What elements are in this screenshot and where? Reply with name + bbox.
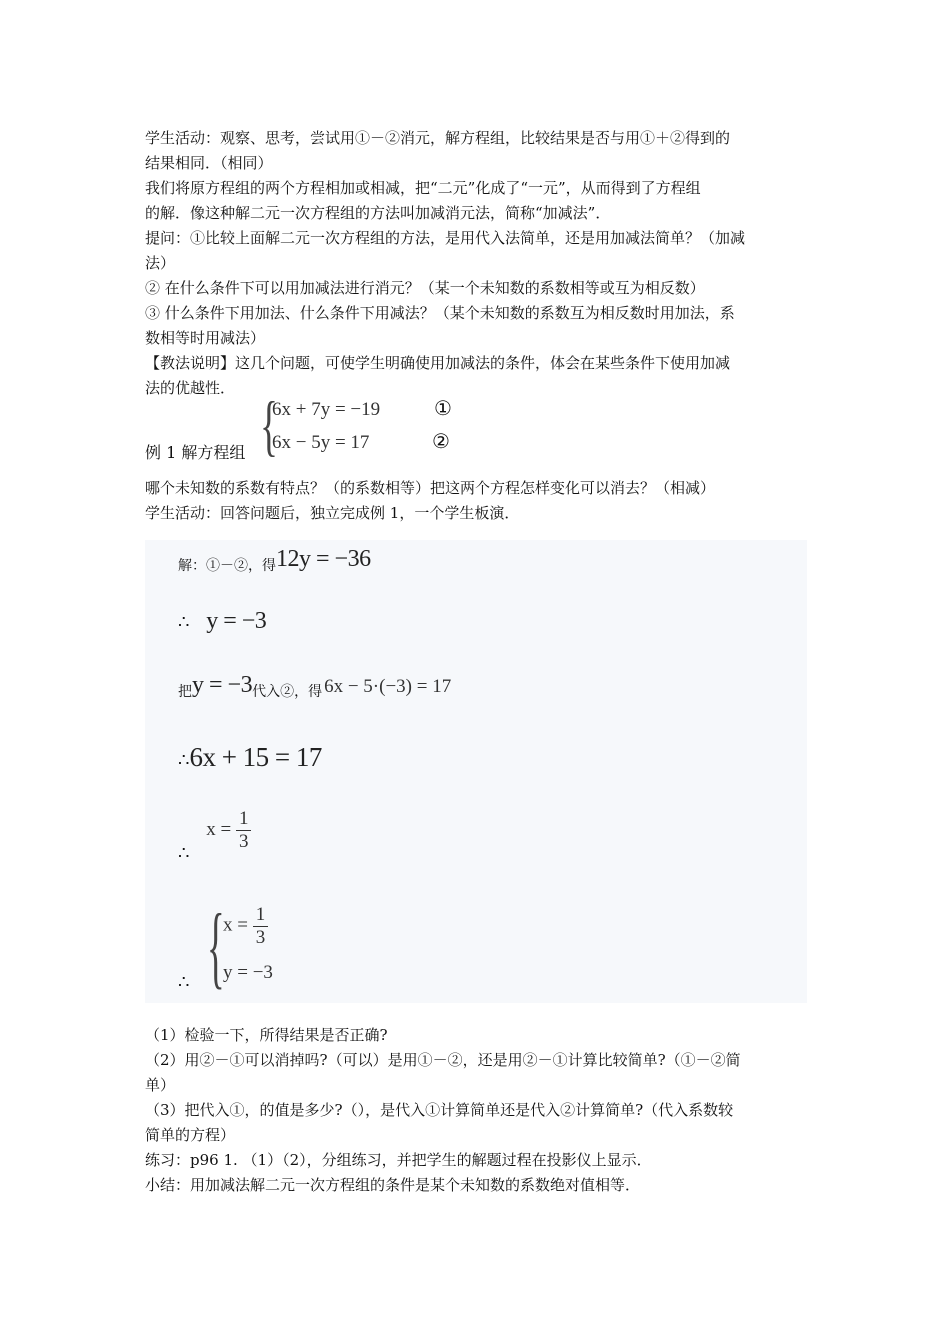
solution-step-5-fraction <box>236 808 252 853</box>
solution-box <box>145 540 807 1003</box>
solution-step-1 <box>178 546 371 577</box>
left-brace-icon: { <box>207 895 225 997</box>
intro-line-6: 法） <box>145 254 176 272</box>
left-brace-icon: { <box>260 387 278 463</box>
solution-step-3 <box>178 672 452 703</box>
intro-line-8: ③ 什么条件下用加法、什么条件下用减法？（某个未知数的系数互为相反数时用加法，系 <box>145 304 735 322</box>
example-label: 例 1 解方程组 <box>145 443 246 462</box>
therefore-icon: ∴ <box>178 972 190 993</box>
fraction-numerator: 1 <box>253 904 269 927</box>
solution-final <box>178 900 190 993</box>
intro-line-10: 【教法说明】这几个问题，可使学生明确使用加减法的条件，体会在某些条件下使用加减 <box>145 354 731 372</box>
fraction-numerator: 1 <box>236 808 252 831</box>
intro-line-11: 法的优越性． <box>145 379 236 397</box>
solution-step-2-math: y = −3 <box>206 608 267 634</box>
after-line-4: （3）把代入①，的值是多少?（），是代入①计算简单还是代入②计算简单?（代入系数较 <box>145 1101 734 1119</box>
therefore-icon: ∴ <box>178 612 190 633</box>
after-line-2: （2）用②－①可以消掉吗?（可以）是用①－②，还是用②－①计算比较简单?（①－②简 <box>145 1051 741 1069</box>
after-line-7: 小结：用加减法解二元一次方程组的条件是某个未知数的系数绝对值相等． <box>145 1176 641 1194</box>
solution-step-4-math: 6x + 15 = 17 <box>189 742 322 772</box>
solution-step-1-text: 解：①－②，得 <box>178 558 276 574</box>
after-line-3: 单） <box>145 1076 176 1094</box>
example-question-1: 哪个未知数的系数有特点？（的系数相等）把这两个方程怎样变化可以消去？（相减） <box>145 479 716 497</box>
solution-step-3-text-a: 把 <box>178 684 192 700</box>
intro-line-4: 的解．像这种解二元一次方程组的方法叫加减消元法，简称“加减法”． <box>145 204 611 222</box>
solution-step-5 <box>178 808 251 864</box>
fraction-denominator: 3 <box>238 831 249 852</box>
after-line-5: 简单的方程） <box>145 1126 236 1144</box>
example-question-2: 学生活动：回答问题后，独立完成例 1，一个学生板演． <box>145 504 520 522</box>
intro-line-1: 学生活动：观察、思考，尝试用①－②消元，解方程组，比较结果是否与用①＋②得到的 <box>145 129 731 147</box>
solution-final-y: y = −3 <box>223 962 273 983</box>
therefore-icon: ∴ <box>178 750 190 771</box>
intro-line-2: 结果相同．（相同） <box>145 154 273 172</box>
fraction-denominator: 3 <box>255 927 266 948</box>
intro-line-7: ② 在什么条件下可以用加减法进行消元？（某一个未知数的系数相等或互为相反数） <box>145 279 705 297</box>
solution-final-x <box>223 904 268 949</box>
intro-line-9: 数相等时用减法） <box>145 329 266 347</box>
solution-final-x-fraction <box>253 904 269 949</box>
after-line-6: 练习：p96 1. （1）（2），分组练习，并把学生的解题过程在投影仪上显示． <box>145 1151 652 1169</box>
solution-step-5-lhs: x = <box>206 818 232 840</box>
intro-line-3: 我们将原方程组的两个方程相加或相减，把“二元”化成了“一元”，从而得到了方程组 <box>145 179 701 197</box>
equation-1: 6x + 7y = −19 <box>272 399 381 420</box>
equation-1-mark: ① <box>434 396 452 420</box>
solution-step-3-text-b: 代入②，得 <box>252 684 323 700</box>
after-line-1: （1）检验一下，所得结果是否正确? <box>145 1026 388 1044</box>
equation-2-mark: ② <box>432 429 450 453</box>
equation-2: 6x − 5y = 17 <box>272 432 370 453</box>
solution-step-2 <box>178 608 266 635</box>
solution-step-4 <box>178 742 322 773</box>
solution-step-3-math-b: 6x − 5·(−3) = 17 <box>324 676 452 697</box>
solution-step-1-math: 12y = −36 <box>276 546 371 572</box>
intro-line-5: 提问：①比较上面解二元一次方程组的方法，是用代入法简单，还是用加减法简单？（加减 <box>145 229 746 247</box>
therefore-icon: ∴ <box>178 842 190 864</box>
solution-final-x-lhs: x = <box>223 914 248 936</box>
solution-step-3-math-a: y = −3 <box>192 672 253 698</box>
